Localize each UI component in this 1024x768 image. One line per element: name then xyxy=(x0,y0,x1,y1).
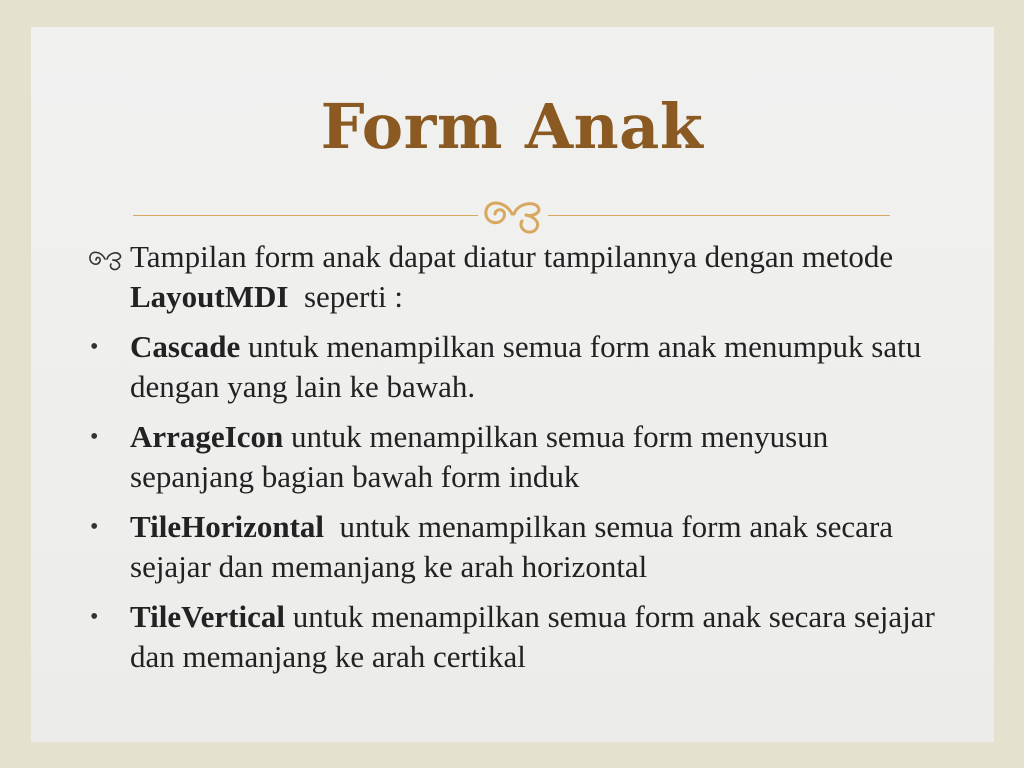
title-divider-left xyxy=(133,215,478,216)
bullet-keyword: ArrageIcon xyxy=(130,419,284,454)
intro-paragraph xyxy=(88,237,948,317)
intro-keyword: LayoutMDI xyxy=(130,279,289,314)
bullet-text: untuk menampilkan semua form anak secara sejajar dan memanjang ke arah certikal xyxy=(130,599,935,674)
bullet-symbol: • xyxy=(90,424,99,450)
title-divider-right xyxy=(548,215,890,216)
bullet-symbol: • xyxy=(90,514,99,540)
bullet-symbol: • xyxy=(90,334,99,360)
bullet-text: untuk menampilkan semua form menyusun sepanjang bagian bawah form induk xyxy=(130,419,829,494)
bullet-keyword: TileVertical xyxy=(130,599,285,634)
intro-text-start: Tampilan form anak dapat diatur tampilannya dengan metode xyxy=(130,239,894,274)
bullet-text: untuk menampilkan semua form anak secara sejajar dan memanjang ke arah horizontal xyxy=(130,509,901,584)
bullet-symbol: • xyxy=(90,604,99,630)
bullet-item xyxy=(88,507,948,587)
bullet-keyword: Cascade xyxy=(130,329,241,364)
bullet-item xyxy=(88,417,948,497)
ornament-bullet-icon xyxy=(88,247,124,271)
slide-body xyxy=(88,237,948,687)
bullet-item xyxy=(88,597,948,677)
bullet-item xyxy=(88,327,948,407)
ornament-divider-icon xyxy=(478,193,548,235)
slide-title: Form Anak xyxy=(320,90,704,163)
bullet-text: untuk menampilkan semua form anak menumpuk satu dengan yang lain ke bawah. xyxy=(130,329,922,404)
bullet-keyword: TileHorizontal xyxy=(130,509,325,544)
intro-text-end: seperti : xyxy=(288,279,403,314)
